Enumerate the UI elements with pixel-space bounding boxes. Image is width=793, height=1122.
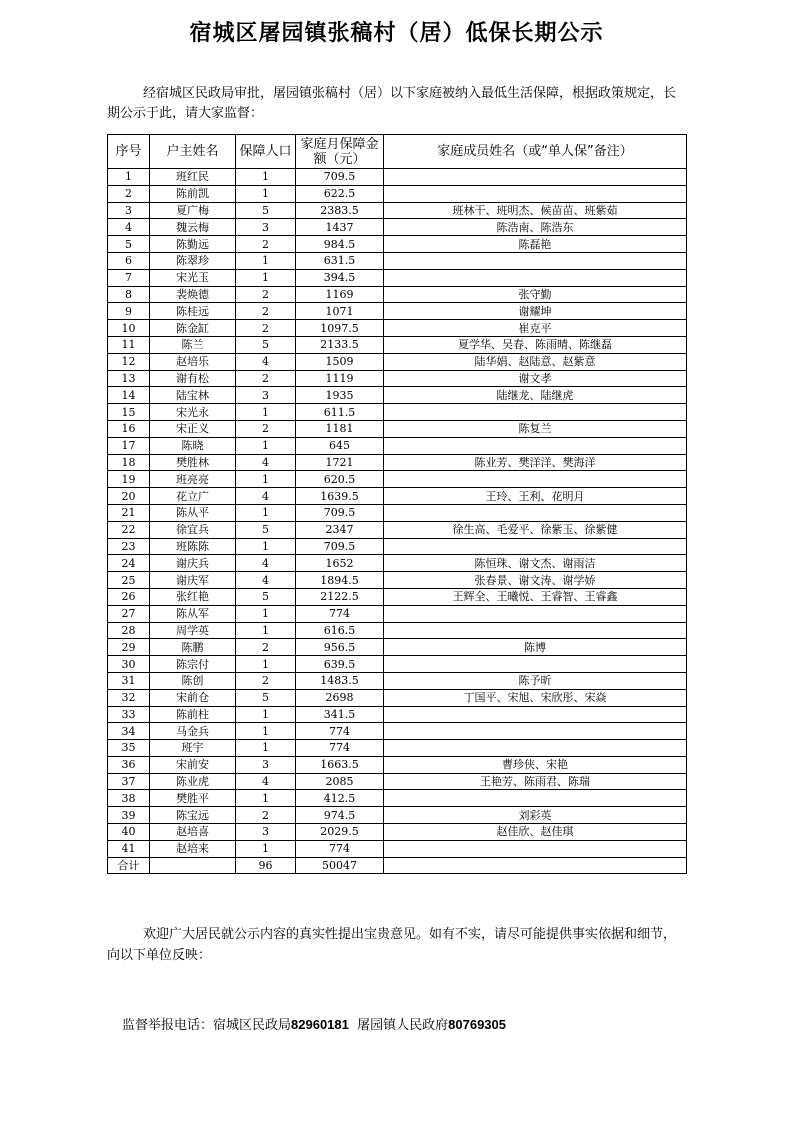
cell-covered-people: 1: [236, 622, 296, 639]
cell-family-members: 班林干、班明杰、候苗苗、班紫茹: [384, 202, 687, 219]
cell-index: 25: [108, 572, 150, 589]
cell-monthly-amount: 611.5: [296, 404, 384, 421]
cell-index: 13: [108, 370, 150, 387]
table-row: [108, 538, 687, 555]
table-row: [108, 454, 687, 471]
cell-household-head: 陈创: [150, 672, 236, 689]
cell-household-head: 谢有松: [150, 370, 236, 387]
cell-monthly-amount: 1483.5: [296, 672, 384, 689]
header-household-head: 户主姓名: [150, 135, 236, 169]
cell-index: 17: [108, 437, 150, 454]
cell-monthly-amount: 984.5: [296, 236, 384, 253]
cell-covered-people: 5: [236, 521, 296, 538]
cell-covered-people: 3: [236, 824, 296, 841]
cell-covered-people: 2: [236, 320, 296, 337]
cell-family-members: [384, 252, 687, 269]
cell-household-head: 周学英: [150, 622, 236, 639]
cell-monthly-amount: 2133.5: [296, 336, 384, 353]
cell-monthly-amount: 2347: [296, 521, 384, 538]
cell-covered-people: 1: [236, 185, 296, 202]
cell-family-members: 张守勤: [384, 286, 687, 303]
cell-index: 20: [108, 488, 150, 505]
cell-family-members: [384, 706, 687, 723]
cell-covered-people: 2: [236, 370, 296, 387]
cell-covered-people: 2: [236, 807, 296, 824]
table-row: [108, 656, 687, 673]
table-row: [108, 488, 687, 505]
header-index: 序号: [108, 135, 150, 169]
table-row: [108, 387, 687, 404]
cell-monthly-amount: 639.5: [296, 656, 384, 673]
table-row: [108, 840, 687, 857]
cell-monthly-amount: 1097.5: [296, 320, 384, 337]
cell-index: 24: [108, 555, 150, 572]
cell-index: 28: [108, 622, 150, 639]
table-row: [108, 572, 687, 589]
cell-monthly-amount: 394.5: [296, 269, 384, 286]
cell-covered-people: 1: [236, 706, 296, 723]
table-row: [108, 236, 687, 253]
cell-family-members: 刘彩英: [384, 807, 687, 824]
cell-covered-people: 1: [236, 840, 296, 857]
cell-family-members: 谢文孝: [384, 370, 687, 387]
table-body: [108, 169, 687, 874]
cell-household-head: 夏广梅: [150, 202, 236, 219]
cell-covered-people: 1: [236, 471, 296, 488]
cell-monthly-amount: 2029.5: [296, 824, 384, 841]
feedback-note: 欢迎广大居民就公示内容的真实性提出宝贵意见。如有不实，请尽可能提供事实依据和细节，向以下单位反映：: [107, 927, 677, 963]
cell-family-members: [384, 185, 687, 202]
table-row: [108, 353, 687, 370]
cell-monthly-amount: 2383.5: [296, 202, 384, 219]
cell-monthly-amount: 956.5: [296, 639, 384, 656]
cell-covered-people: 5: [236, 336, 296, 353]
cell-monthly-amount: 2698: [296, 689, 384, 706]
cell-covered-people: 1: [236, 504, 296, 521]
cell-household-head: 陈金缸: [150, 320, 236, 337]
cell-monthly-amount: 1119: [296, 370, 384, 387]
cell-index: 15: [108, 404, 150, 421]
table-row: [108, 773, 687, 790]
cell-household-head: 宋光永: [150, 404, 236, 421]
cell-index: 39: [108, 807, 150, 824]
table-row: [108, 404, 687, 421]
cell-index: 14: [108, 387, 150, 404]
cell-household-head: 陈宗付: [150, 656, 236, 673]
cell-monthly-amount: 645: [296, 437, 384, 454]
table-row: [108, 269, 687, 286]
hotline-line: [122, 1016, 506, 1035]
table-row: [108, 639, 687, 656]
header-family-members: 家庭成员姓名（或“单人保”备注）: [384, 135, 687, 169]
table-row: [108, 169, 687, 186]
cell-family-members: [384, 538, 687, 555]
cell-family-members: 崔克平: [384, 320, 687, 337]
cell-family-members: 徐生高、毛爱平、徐紫玉、徐紫健: [384, 521, 687, 538]
header-covered-people: 保障人口: [236, 135, 296, 169]
cell-covered-people: 3: [236, 387, 296, 404]
cell-covered-people: 4: [236, 572, 296, 589]
cell-household-head: 陈从军: [150, 605, 236, 622]
cell-family-members: 谢耀坤: [384, 303, 687, 320]
cell-index: 5: [108, 236, 150, 253]
cell-monthly-amount: 774: [296, 740, 384, 757]
cell-index: 18: [108, 454, 150, 471]
cell-covered-people: 2: [236, 420, 296, 437]
page-title: 宿城区屠园镇张稿村（居）低保长期公示: [189, 20, 604, 46]
cell-family-members: 王艳芳、陈雨君、陈瑞: [384, 773, 687, 790]
hotline-label: 监督举报电话：: [122, 1018, 214, 1033]
cell-monthly-amount: 341.5: [296, 706, 384, 723]
cell-monthly-amount: 774: [296, 840, 384, 857]
table-row: [108, 622, 687, 639]
cell-index: 3: [108, 202, 150, 219]
table-total-row: [108, 857, 687, 874]
total-cell-covered-people: 96: [236, 857, 296, 874]
table-row: [108, 807, 687, 824]
cell-covered-people: 1: [236, 740, 296, 757]
table-row: [108, 219, 687, 236]
cell-covered-people: 5: [236, 588, 296, 605]
cell-monthly-amount: 1663.5: [296, 756, 384, 773]
cell-household-head: 陈宝远: [150, 807, 236, 824]
cell-family-members: 陆继龙、陆继虎: [384, 387, 687, 404]
cell-family-members: 夏学华、吴春、陈雨晴、陈继磊: [384, 336, 687, 353]
cell-family-members: 陈恒珠、谢文杰、谢雨洁: [384, 555, 687, 572]
cell-family-members: [384, 169, 687, 186]
cell-household-head: 陈从平: [150, 504, 236, 521]
cell-family-members: [384, 622, 687, 639]
cell-monthly-amount: 1181: [296, 420, 384, 437]
cell-household-head: 花立广: [150, 488, 236, 505]
cell-index: 21: [108, 504, 150, 521]
cell-household-head: 裴焕德: [150, 286, 236, 303]
cell-covered-people: 5: [236, 689, 296, 706]
cell-family-members: 陈复兰: [384, 420, 687, 437]
cell-index: 35: [108, 740, 150, 757]
cell-index: 29: [108, 639, 150, 656]
cell-household-head: 陈桂远: [150, 303, 236, 320]
cell-covered-people: 1: [236, 723, 296, 740]
cell-monthly-amount: 774: [296, 605, 384, 622]
cell-index: 9: [108, 303, 150, 320]
cell-family-members: [384, 790, 687, 807]
cell-index: 23: [108, 538, 150, 555]
header-monthly-amount: 家庭月保障金额（元）: [296, 135, 384, 169]
cell-index: 7: [108, 269, 150, 286]
org1-phone: 82960181: [291, 1017, 349, 1032]
cell-index: 32: [108, 689, 150, 706]
table-row: [108, 202, 687, 219]
cell-index: 6: [108, 252, 150, 269]
cell-monthly-amount: 1071: [296, 303, 384, 320]
cell-household-head: 陈兰: [150, 336, 236, 353]
cell-family-members: [384, 437, 687, 454]
table-row: [108, 521, 687, 538]
table-row: [108, 790, 687, 807]
cell-monthly-amount: 1894.5: [296, 572, 384, 589]
cell-monthly-amount: 620.5: [296, 471, 384, 488]
cell-family-members: 陆华娟、赵陆意、赵紫意: [384, 353, 687, 370]
cell-covered-people: 1: [236, 269, 296, 286]
cell-household-head: 陈业虎: [150, 773, 236, 790]
cell-household-head: 陈鹏: [150, 639, 236, 656]
total-cell-family-members: [384, 857, 687, 874]
cell-monthly-amount: 1652: [296, 555, 384, 572]
table-header-row: [108, 135, 687, 169]
intro-paragraph: 经宿城区民政局审批，屠园镇张稿村（居）以下家庭被纳入最低生活保障，根据政策规定，长期公示于此，请大家监督：: [107, 86, 677, 121]
table-row: [108, 336, 687, 353]
cell-covered-people: 3: [236, 756, 296, 773]
cell-household-head: 班红民: [150, 169, 236, 186]
cell-monthly-amount: 412.5: [296, 790, 384, 807]
cell-covered-people: 2: [236, 236, 296, 253]
cell-household-head: 陈勤远: [150, 236, 236, 253]
cell-household-head: 班陈陈: [150, 538, 236, 555]
cell-monthly-amount: 622.5: [296, 185, 384, 202]
cell-monthly-amount: 1639.5: [296, 488, 384, 505]
cell-household-head: 谢庆兵: [150, 555, 236, 572]
cell-index: 36: [108, 756, 150, 773]
table-row: [108, 555, 687, 572]
table-row: [108, 740, 687, 757]
cell-monthly-amount: 1935: [296, 387, 384, 404]
cell-household-head: 徐宜兵: [150, 521, 236, 538]
cell-family-members: 陈博: [384, 639, 687, 656]
cell-household-head: 魏云梅: [150, 219, 236, 236]
cell-family-members: [384, 404, 687, 421]
cell-index: 33: [108, 706, 150, 723]
table-row: [108, 706, 687, 723]
table-row: [108, 370, 687, 387]
table-row: [108, 303, 687, 320]
cell-household-head: 宋正义: [150, 420, 236, 437]
cell-index: 19: [108, 471, 150, 488]
cell-covered-people: 4: [236, 353, 296, 370]
cell-monthly-amount: 616.5: [296, 622, 384, 639]
cell-covered-people: 2: [236, 672, 296, 689]
cell-household-head: 陈前柱: [150, 706, 236, 723]
cell-index: 8: [108, 286, 150, 303]
cell-covered-people: 1: [236, 437, 296, 454]
cell-monthly-amount: 974.5: [296, 807, 384, 824]
cell-household-head: 班宇: [150, 740, 236, 757]
cell-household-head: 马金兵: [150, 723, 236, 740]
table-row: [108, 504, 687, 521]
cell-household-head: 樊胜林: [150, 454, 236, 471]
cell-family-members: 赵佳欣、赵佳琪: [384, 824, 687, 841]
cell-index: 40: [108, 824, 150, 841]
cell-family-members: 丁国平、宋旭、宋欣彤、宋焱: [384, 689, 687, 706]
table-row: [108, 824, 687, 841]
cell-household-head: 赵培来: [150, 840, 236, 857]
total-cell-monthly-amount: 50047: [296, 857, 384, 874]
cell-covered-people: 2: [236, 303, 296, 320]
cell-index: 31: [108, 672, 150, 689]
cell-household-head: 班亮亮: [150, 471, 236, 488]
cell-covered-people: 1: [236, 252, 296, 269]
cell-index: 16: [108, 420, 150, 437]
cell-household-head: 赵培喜: [150, 824, 236, 841]
cell-index: 30: [108, 656, 150, 673]
cell-index: 4: [108, 219, 150, 236]
cell-household-head: 宋前安: [150, 756, 236, 773]
table-row: [108, 437, 687, 454]
cell-household-head: 张红艳: [150, 588, 236, 605]
cell-household-head: 宋前仓: [150, 689, 236, 706]
cell-family-members: [384, 656, 687, 673]
cell-monthly-amount: 1169: [296, 286, 384, 303]
cell-covered-people: 4: [236, 555, 296, 572]
org2-name: 屠园镇人民政府: [357, 1018, 449, 1033]
cell-covered-people: 4: [236, 488, 296, 505]
table-row: [108, 672, 687, 689]
table-row: [108, 185, 687, 202]
cell-covered-people: 2: [236, 639, 296, 656]
cell-covered-people: 5: [236, 202, 296, 219]
table-row: [108, 320, 687, 337]
cell-index: 37: [108, 773, 150, 790]
cell-index: 10: [108, 320, 150, 337]
cell-household-head: 陈翠珍: [150, 252, 236, 269]
cell-monthly-amount: 774: [296, 723, 384, 740]
recipient-table: [107, 134, 687, 874]
cell-household-head: 谢庆军: [150, 572, 236, 589]
cell-index: 34: [108, 723, 150, 740]
cell-family-members: 王辉全、王曦悦、王睿智、王睿鑫: [384, 588, 687, 605]
cell-household-head: 樊胜平: [150, 790, 236, 807]
cell-family-members: [384, 740, 687, 757]
cell-monthly-amount: 631.5: [296, 252, 384, 269]
cell-family-members: 王玲、王利、花明月: [384, 488, 687, 505]
cell-index: 11: [108, 336, 150, 353]
cell-monthly-amount: 1509: [296, 353, 384, 370]
org1-name: 宿城区民政局: [213, 1018, 292, 1033]
cell-covered-people: 4: [236, 773, 296, 790]
cell-family-members: 曹珍侠、宋艳: [384, 756, 687, 773]
table-row: [108, 286, 687, 303]
cell-household-head: 陆宝林: [150, 387, 236, 404]
cell-monthly-amount: 2122.5: [296, 588, 384, 605]
table-row: [108, 588, 687, 605]
cell-index: 2: [108, 185, 150, 202]
cell-covered-people: 1: [236, 656, 296, 673]
cell-monthly-amount: 1437: [296, 219, 384, 236]
cell-index: 1: [108, 169, 150, 186]
cell-covered-people: 3: [236, 219, 296, 236]
cell-family-members: [384, 471, 687, 488]
org2-phone: 80769305: [448, 1017, 506, 1032]
cell-index: 38: [108, 790, 150, 807]
cell-covered-people: 1: [236, 404, 296, 421]
cell-index: 27: [108, 605, 150, 622]
cell-family-members: 张春景、谢文涛、谢学娇: [384, 572, 687, 589]
cell-index: 41: [108, 840, 150, 857]
cell-family-members: 陈磊艳: [384, 236, 687, 253]
cell-family-members: [384, 723, 687, 740]
cell-monthly-amount: 709.5: [296, 504, 384, 521]
table-row: [108, 605, 687, 622]
cell-monthly-amount: 2085: [296, 773, 384, 790]
cell-covered-people: 1: [236, 169, 296, 186]
cell-covered-people: 1: [236, 538, 296, 555]
cell-family-members: [384, 504, 687, 521]
total-cell-index: 合计: [108, 857, 150, 874]
cell-covered-people: 4: [236, 454, 296, 471]
cell-family-members: [384, 605, 687, 622]
cell-covered-people: 1: [236, 790, 296, 807]
cell-family-members: 陈予昕: [384, 672, 687, 689]
cell-monthly-amount: 709.5: [296, 169, 384, 186]
cell-index: 12: [108, 353, 150, 370]
cell-household-head: 陈晓: [150, 437, 236, 454]
table-row: [108, 252, 687, 269]
cell-covered-people: 1: [236, 605, 296, 622]
cell-household-head: 陈前凯: [150, 185, 236, 202]
table-row: [108, 471, 687, 488]
cell-family-members: [384, 269, 687, 286]
table-row: [108, 420, 687, 437]
table-row: [108, 689, 687, 706]
cell-monthly-amount: 709.5: [296, 538, 384, 555]
cell-family-members: 陈浩南、陈浩东: [384, 219, 687, 236]
table-row: [108, 756, 687, 773]
cell-covered-people: 2: [236, 286, 296, 303]
table-row: [108, 723, 687, 740]
cell-family-members: 陈业芳、樊洋洋、樊海洋: [384, 454, 687, 471]
cell-family-members: [384, 840, 687, 857]
total-cell-household-head: [150, 857, 236, 874]
cell-index: 26: [108, 588, 150, 605]
cell-index: 22: [108, 521, 150, 538]
cell-household-head: 宋光玉: [150, 269, 236, 286]
cell-monthly-amount: 1721: [296, 454, 384, 471]
cell-household-head: 赵培乐: [150, 353, 236, 370]
